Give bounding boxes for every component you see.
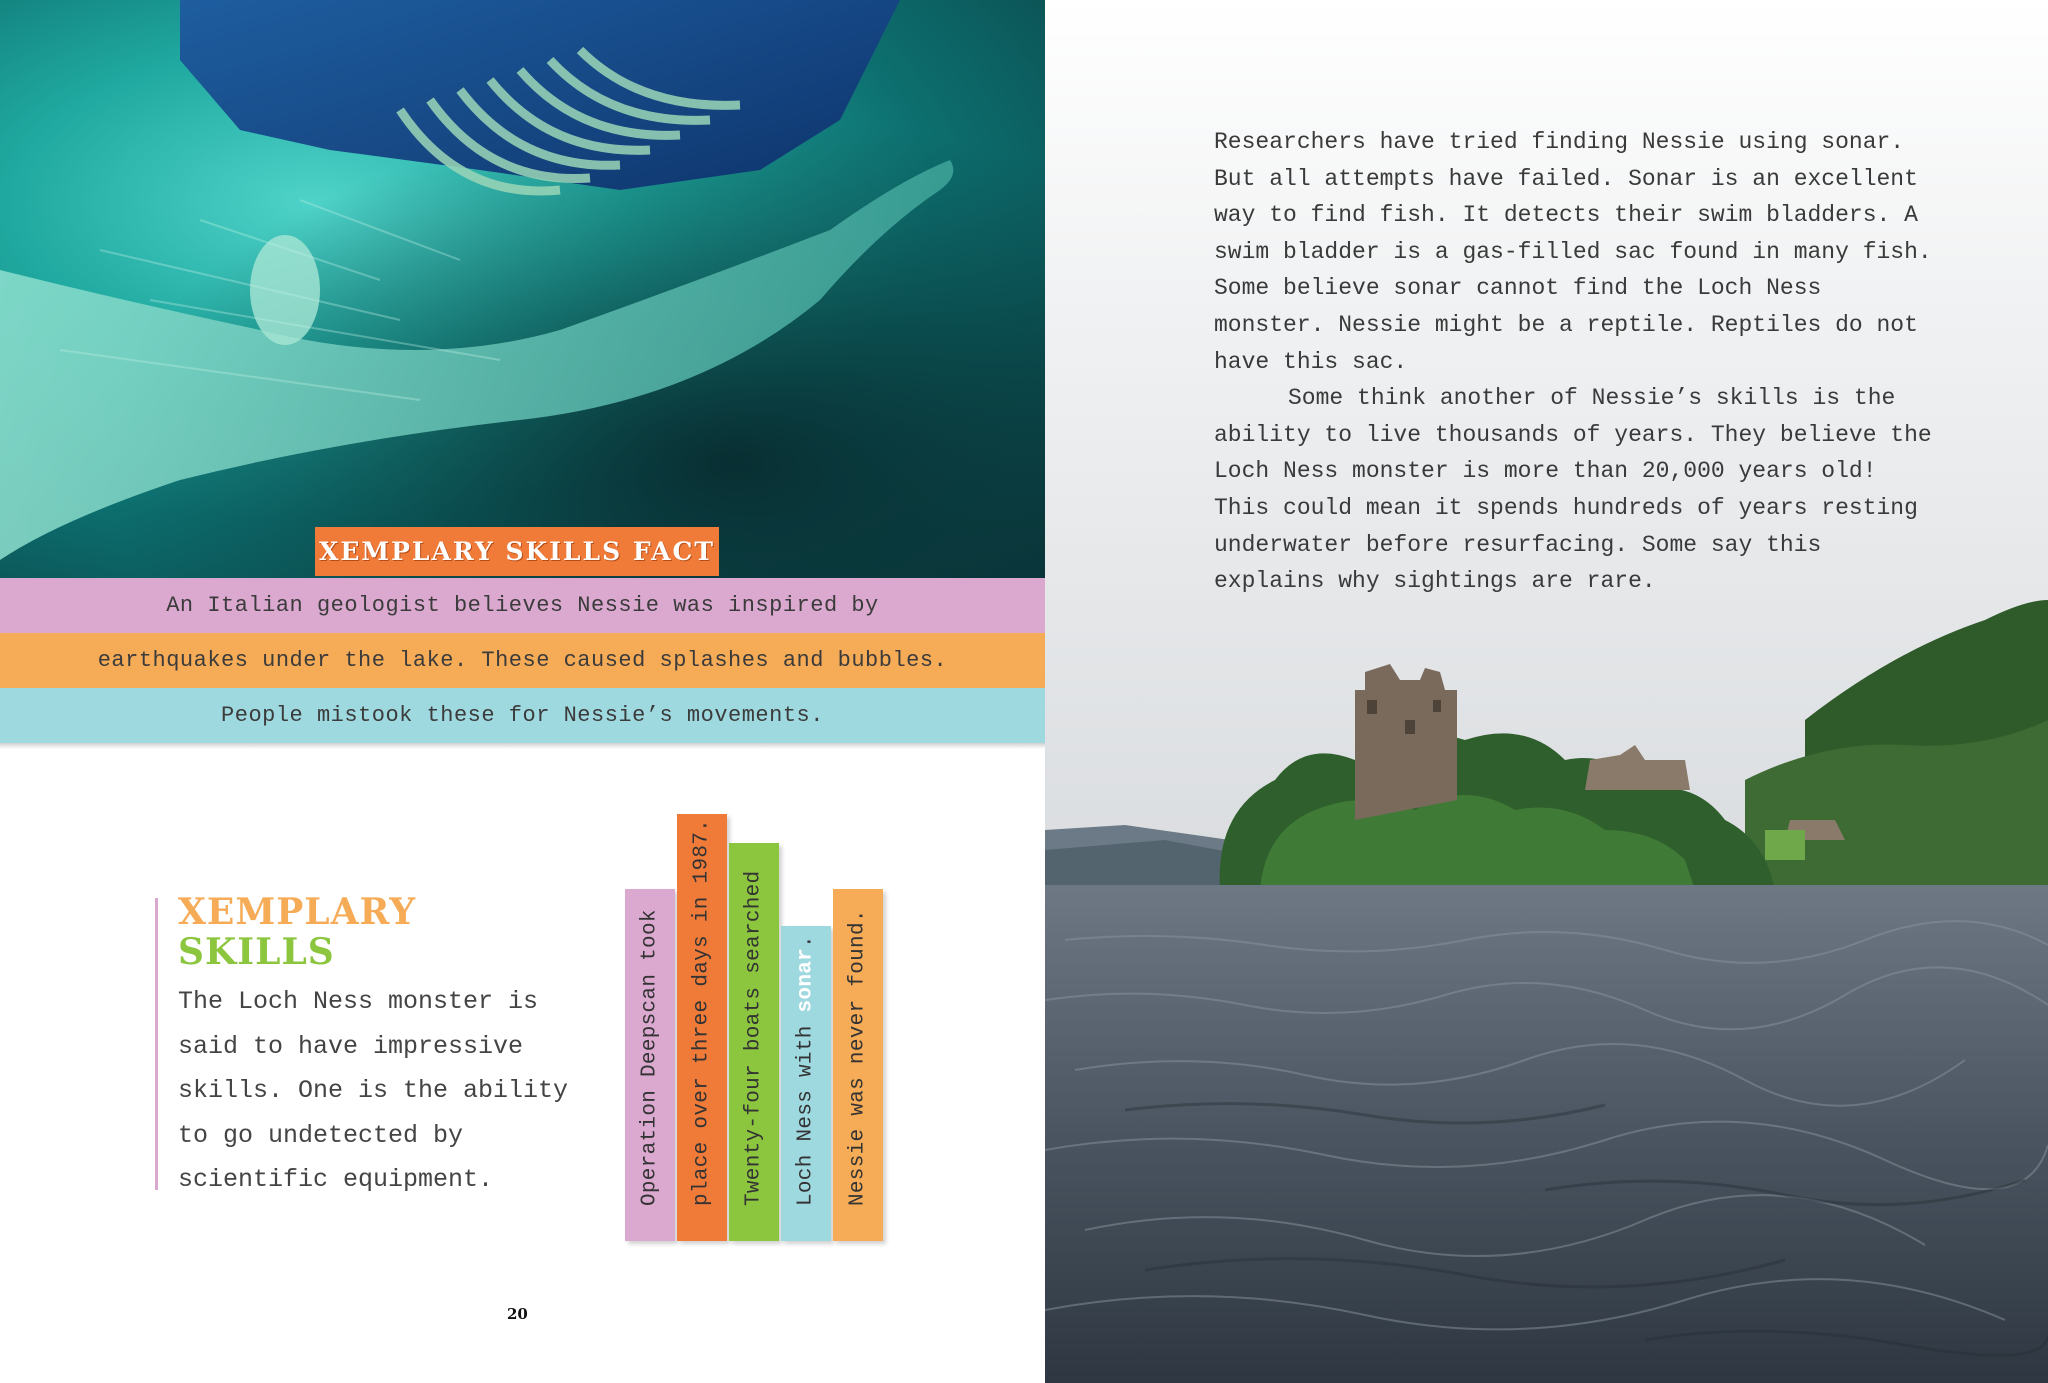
fact-line-3: People mistook these for Nessie’s movements. xyxy=(0,688,1045,743)
underwater-scene-graphic xyxy=(0,0,1045,578)
spine-text-3: Twenty-four boats searched xyxy=(742,870,766,1206)
book-spine-5 xyxy=(833,889,883,1241)
spine-text-4-before: Loch Ness with xyxy=(794,1012,818,1206)
paragraph-2: Some think another of Nessie’s skills is the ability to live thousands of years. They believe the Loch Ness monster is more than 20,000 years old! This could mean it spends hundreds of years resting underwater before resurfacing. Some say this explains why sightings are rare. xyxy=(1214,385,1932,595)
spine-text-1: Operation Deepscan took xyxy=(638,909,662,1206)
skills-heading-line-1: XEMPLARY xyxy=(178,891,417,933)
skills-body-text: The Loch Ness monster is said to have impressive skills. One is the ability to go undetected by scientific equipment. xyxy=(178,987,569,1194)
right-page xyxy=(1045,0,2048,1383)
skills-heading xyxy=(178,892,416,972)
page-number: 20 xyxy=(507,1305,528,1323)
fact-box-shadow xyxy=(0,743,1045,749)
loch-ness-monster-illustration xyxy=(0,0,1045,578)
fact-line-2: earthquakes under the lake. These caused splashes and bubbles. xyxy=(0,633,1045,688)
fact-line-1: An Italian geologist believes Nessie was inspired by xyxy=(0,578,1045,633)
book-spine-2 xyxy=(677,814,727,1241)
fact-box-title: XEMPLARY SKILLS FACT xyxy=(315,527,719,576)
paragraph-1: Researchers have tried finding Nessie using sonar. But all attempts have failed. Sonar is an excellent way to find fish. It detects their swim bladders. A swim bladder is a gas-filled sac found in many fish. Some believe sonar cannot find the Loch Ness monster. Nessie might be a reptile. Reptiles do not have this sac. xyxy=(1214,129,1932,375)
spine-text-4-after: . xyxy=(794,935,818,948)
skills-heading-line-2: SKILLS xyxy=(178,931,335,973)
sonar-highlight: sonar xyxy=(794,947,818,1013)
skills-divider-rule xyxy=(155,898,158,1190)
spine-text-5: Nessie was never found. xyxy=(846,909,870,1206)
book-spine-3 xyxy=(729,843,779,1241)
main-body-text xyxy=(1214,124,1934,600)
book-spine-4 xyxy=(781,926,831,1241)
spine-text-2: place over three days in 1987. xyxy=(690,818,714,1206)
spine-text-4 xyxy=(795,935,818,1206)
book-spine-1 xyxy=(625,889,675,1241)
book-spines-graphic xyxy=(625,805,890,1241)
